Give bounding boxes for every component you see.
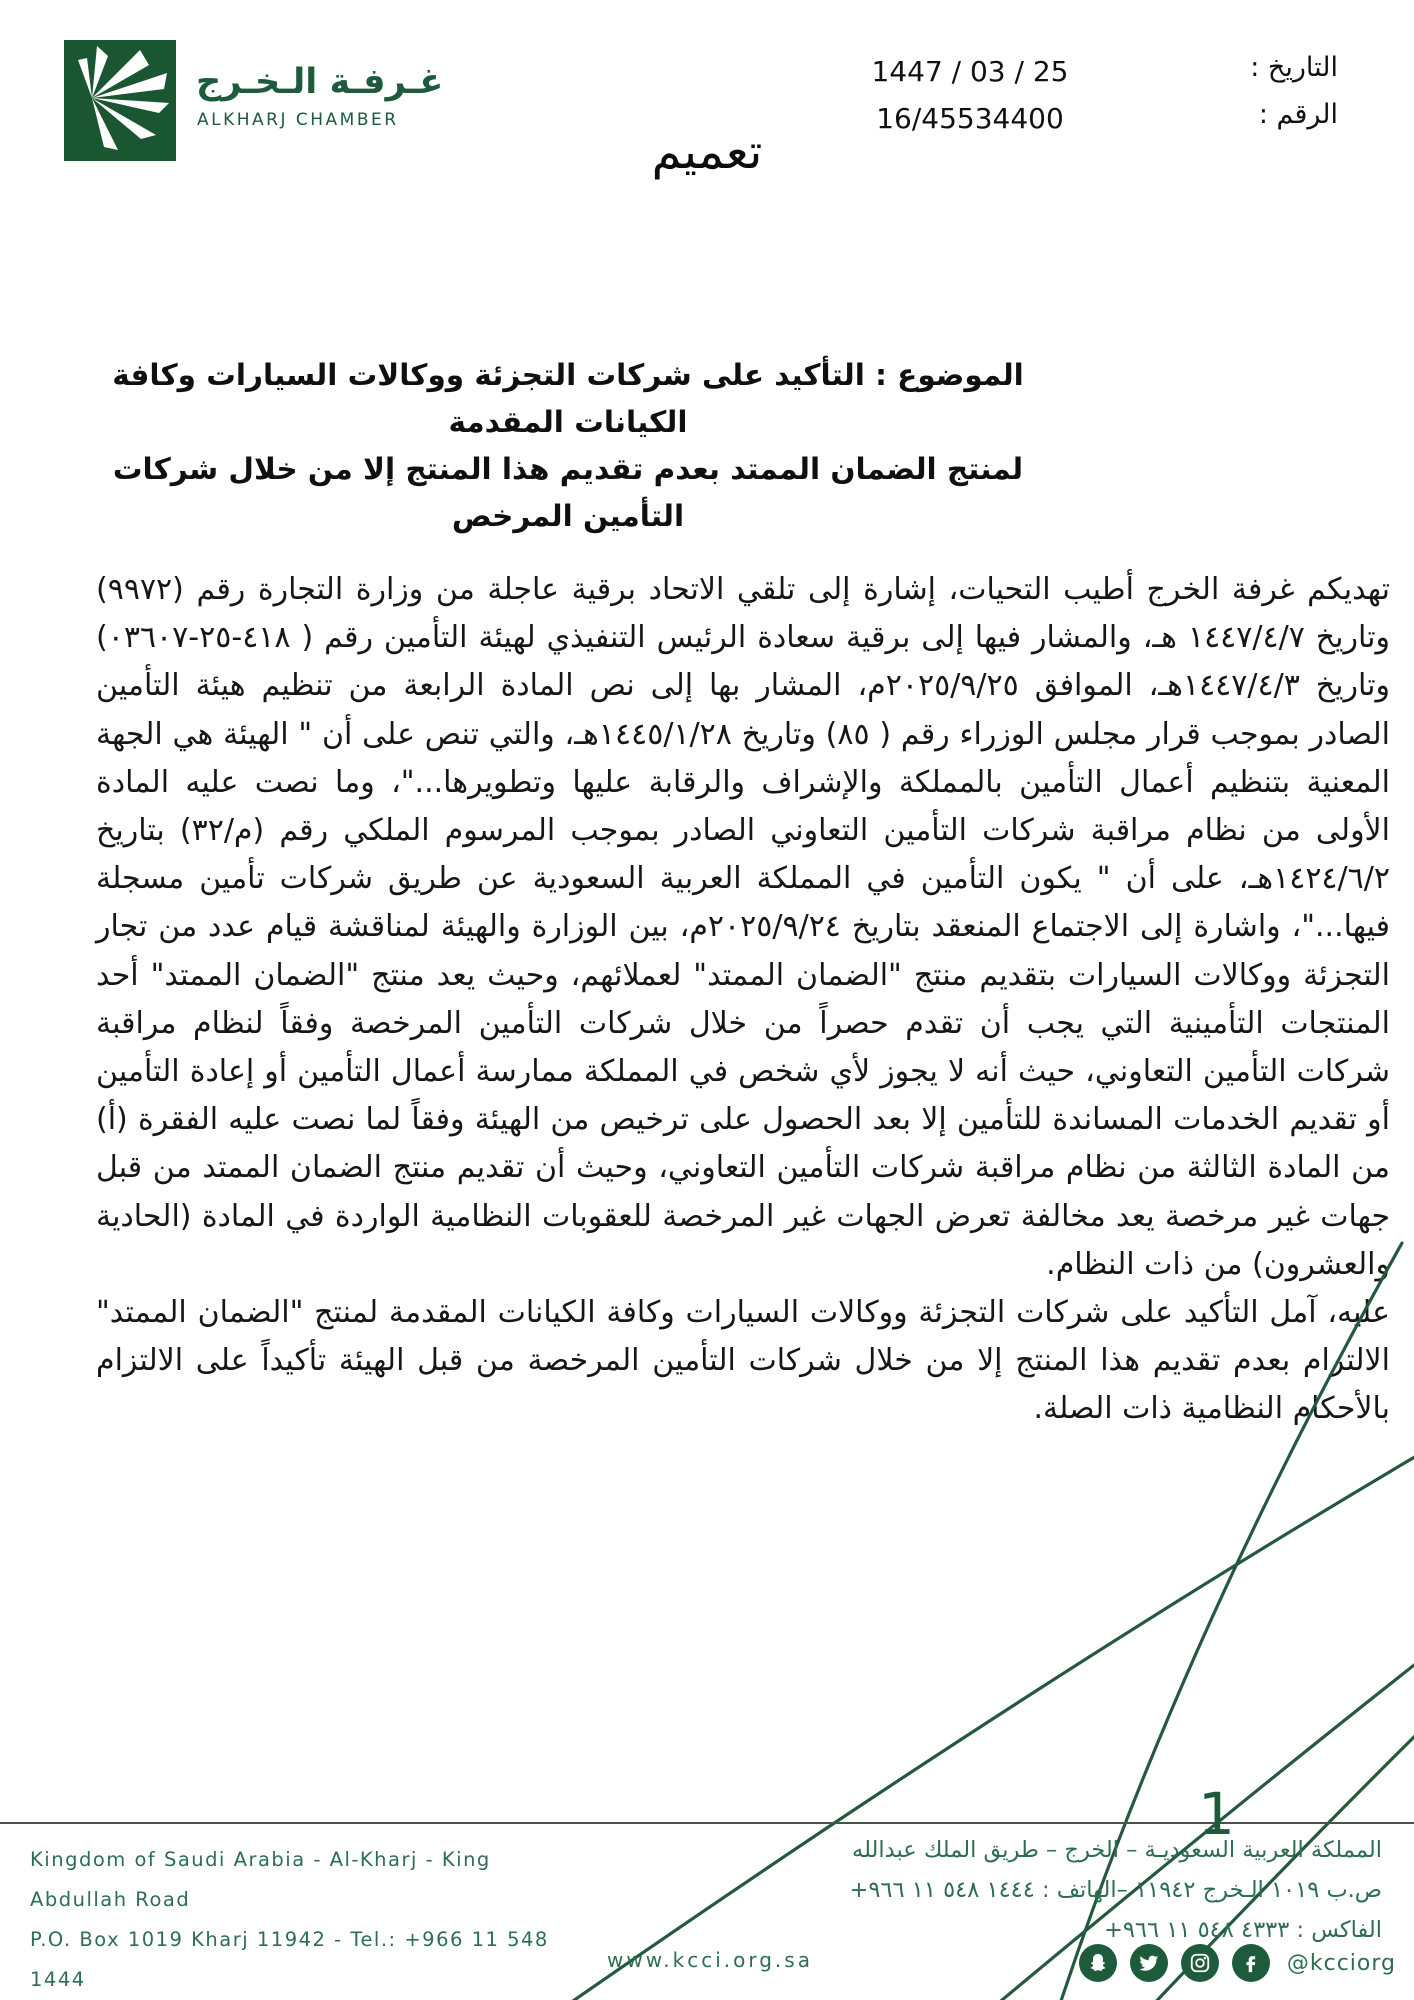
date-value: 1447 / 03 / 25 [871, 55, 1069, 88]
ref-number-value: 16/45534400 [876, 102, 1064, 135]
social-handle: @kcciorg [1286, 1950, 1396, 1976]
body-paragraph-1: تهديكم غرفة الخرج أطيب التحيات، إشارة إلى تلقي الاتحاد برقية عاجلة من وزارة التجارة رقم (٩٩٧٢) وتاريخ ١٤٤٧/٤/٧ هـ، والمشار فيها إلى برقية سعادة الرئيس التنفيذي لهيئة التأمين رقم ( ٤١٨-٢٥-٠٣٦٠٧) وتاريخ ١٤٤٧/٤/٣هـ، الموافق ٢٠٢٥/٩/٢٥م، المشار بها إلى نص المادة الرابعة من تنظيم هيئة التأمين الصادر بموجب قرار مجلس الوزراء رقم ( ٨٥) وتاريخ ١٤٤٥/١/٢٨هـ، والتي تنص على أن " الهيئة هي الجهة المعنية بتنظيم أعمال التأمين بالمملكة والإشراف والرقابة عليها وتطويرها..."، وما نصت عليه المادة الأولى من نظام مراقبة شركات التأمين التعاوني الصادر بموجب المرسوم الملكي رقم (م/٣٢) بتاريخ ١٤٢٤/٦/٢هـ، على أن " يكون التأمين في المملكة العربية السعودية عن طريق شركات تأمين مسجلة فيها..."، واشارة إلى الاجتماع المنعقد بتاريخ ٢٠٢٥/٩/٢٤م، بين الوزارة والهيئة لمناقشة قيام عدد من تجار التجزئة ووكالات السيارات بتقديم منتج "الضمان الممتد" لعملائهم، وحيث يعد منتج "الضمان الممتد" أحد المنتجات التأمينية التي يجب أن تقدم حصراً من خلال شركات التأمين المرخصة وفقاً لنظام مراقبة شركات التأمين التعاوني، حيث أنه لا يجوز لأي شخص في المملكة ممارسة أعمال التأمين أو إعادة التأمين أو تقديم الخدمات المساندة للتأمين إلا بعد الحصول على ترخيص من الهيئة وفقاً لما نصت عليه الفقرة (أ) من المادة الثالثة من نظام مراقبة شركات التأمين التعاوني، وحيث أن تقديم منتج الضمان الممتد من قبل جهات غير مرخصة يعد مخالفة تعرض الجهات غير المرخصة للعقوبات النظامية الواردة في المادة (الحادية والعشرون) من ذات النظام. [96, 572, 1390, 1282]
brand-name-arabic: غـرفـة الـخـرج [196, 62, 444, 102]
document-title: تعميم [651, 124, 763, 180]
footer-address-arabic [742, 1830, 1382, 1950]
twitter-icon [1130, 1944, 1168, 1982]
footer-ar-line-2: ص.ب ١٠١٩ الـخرج ١١٩٤٢ –الهاتف : ١٤٤٤ ٥٤٨ ١١ ٩٦٦+ [849, 1877, 1382, 1903]
subject-line-2: لمنتج الضمان الممتد بعدم تقديم هذا المنتج إلا من خلال شركات التأمين المرخص [112, 452, 1024, 533]
footer-website: www.kcci.org.sa [607, 1948, 813, 1972]
footer-ar-line-3: الفاكس : ٤٣٣٣ ٥٤٨ ١١ ٩٦٦+ [1103, 1917, 1382, 1943]
page-number: 1 [1198, 1780, 1235, 1848]
footer-en-line-2: P.O. Box 1019 Kharj 11942 - Tel.: +966 11 548 1444 [30, 1928, 549, 1991]
subject-line-1: الموضوع : التأكيد على شركات التجزئة ووكالات السيارات وكافة الكيانات المقدمة [112, 358, 1024, 439]
footer-en-line-1: Kingdom of Saudi Arabia - Al-Kharj - King Abdullah Road [30, 1848, 491, 1911]
ref-number-label: الرقم : [1258, 99, 1338, 130]
body-paragraph-2: عليه، آمل التأكيد على شركات التجزئة ووكالات السيارات وكافة الكيانات المقدمة لمنتج "الضمان الممتد" الالتزام بعدم تقديم هذا المنتج إلا من خلال شركات التأمين المرخصة من قبل الهيئة تأكيداً على الالتزام بالأحكام النظامية ذات الصلة. [96, 1295, 1390, 1427]
social-media-row [1079, 1944, 1396, 1982]
subject-block [88, 352, 1048, 540]
footer-ar-line-1: المملكة العربية السعوديـة – الخرج – طريق الملك عبدالله [852, 1837, 1382, 1863]
snapchat-icon [1079, 1944, 1117, 1982]
date-label: التاريخ : [1250, 52, 1338, 83]
facebook-icon [1232, 1944, 1270, 1982]
instagram-icon [1181, 1944, 1219, 1982]
footer-address-english [30, 1840, 590, 2000]
brand-name-english: ALKHARJ CHAMBER [197, 110, 399, 130]
letter-body [96, 566, 1390, 1434]
